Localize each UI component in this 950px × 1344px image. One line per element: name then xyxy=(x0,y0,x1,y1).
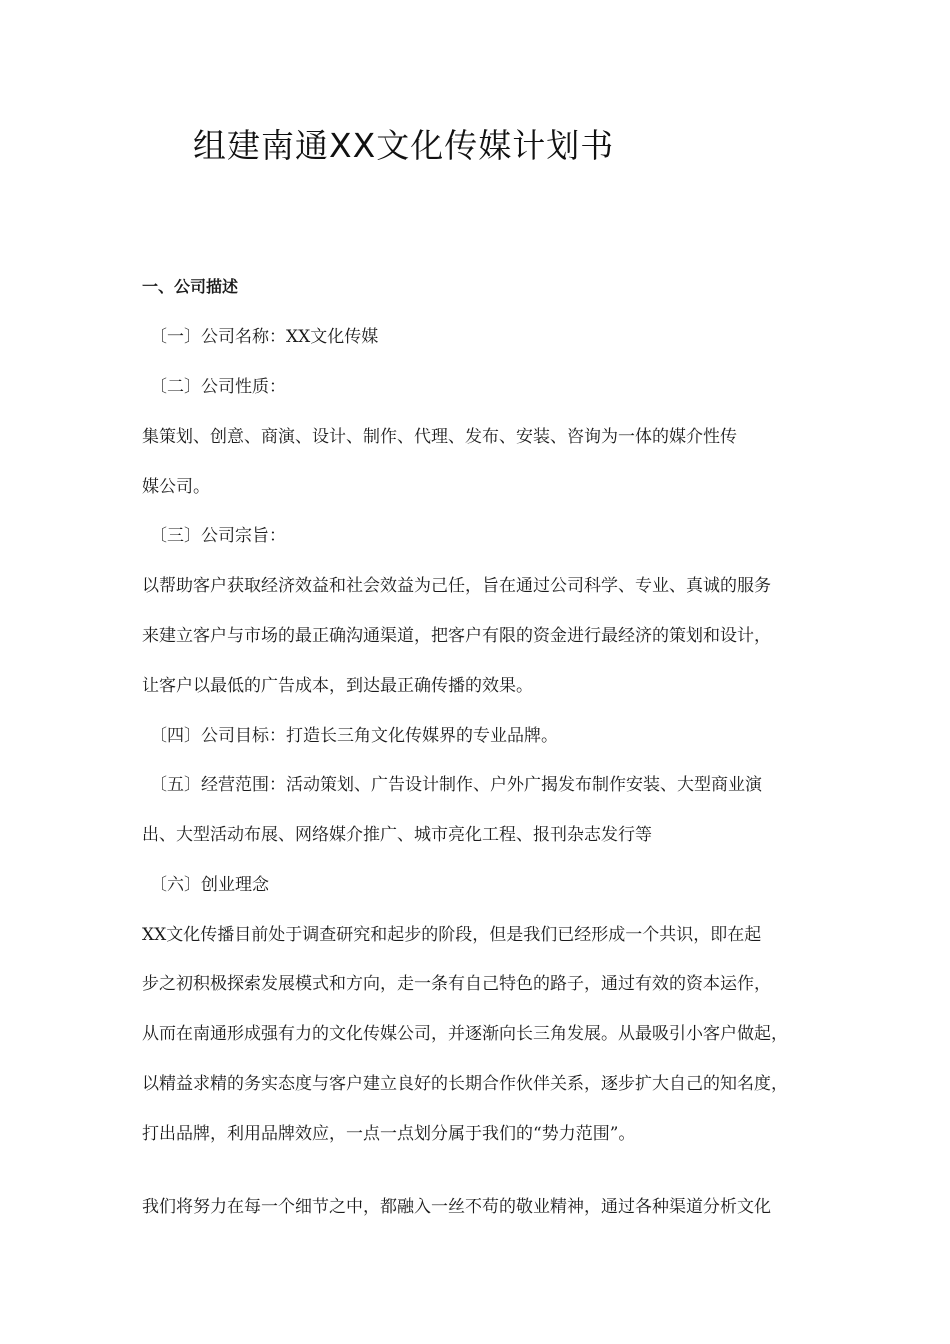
text-line: 〔三〕公司宗旨： xyxy=(150,526,286,546)
text-line: 〔五〕经营范围：活动策划、广告设计制作、户外广揭发布制作安装、大型商业演 xyxy=(150,775,762,795)
text-line: 〔二〕公司性质： xyxy=(150,377,286,397)
text-line: 以帮助客户获取经济效益和社会效益为己任，旨在通过公司科学、专业、真诚的服务 xyxy=(142,576,771,596)
section-heading: 一、公司描述 xyxy=(142,277,239,296)
text-line: 〔六〕创业理念 xyxy=(150,875,269,895)
text-line: 媒公司。 xyxy=(142,477,210,497)
text-line: 让客户以最低的广告成本，到达最正确传播的效果。 xyxy=(142,676,533,696)
text-line: 打出品牌，利用品牌效应，一点一点划分属于我们的“势力范围”。 xyxy=(142,1124,636,1144)
text-line: 以精益求精的务实态度与客户建立良好的长期合作伙伴关系，逐步扩大自己的知名度， xyxy=(142,1074,788,1094)
text-line: 集策划、创意、商演、设计、制作、代理、发布、安装、咨询为一体的媒介性传 xyxy=(142,427,737,447)
text-line: 出、大型活动布展、网络媒介推广、城市亮化工程、报刊杂志发行等 xyxy=(142,825,652,845)
text-line: 步之初积极探索发展模式和方向，走一条有自己特色的路子，通过有效的资本运作， xyxy=(142,974,771,994)
text-line: 〔一〕公司名称：XX文化传媒 xyxy=(150,327,379,347)
document-title: 组建南通XX文化传媒计划书 xyxy=(193,126,615,165)
text-line: 我们将努力在每一个细节之中，都融入一丝不苟的敬业精神，通过各种渠道分析文化 xyxy=(142,1197,771,1217)
text-line: 从而在南通形成强有力的文化传媒公司，并逐渐向长三角发展。从最吸引小客户做起， xyxy=(142,1024,788,1044)
text-line: 来建立客户与市场的最正确沟通渠道，把客户有限的资金进行最经济的策划和设计， xyxy=(142,626,771,646)
text-line: XX文化传播目前处于调查研究和起步的阶段，但是我们已经形成一个共识，即在起 xyxy=(142,925,762,945)
text-line: 〔四〕公司目标：打造长三角文化传媒界的专业品牌。 xyxy=(150,726,558,746)
